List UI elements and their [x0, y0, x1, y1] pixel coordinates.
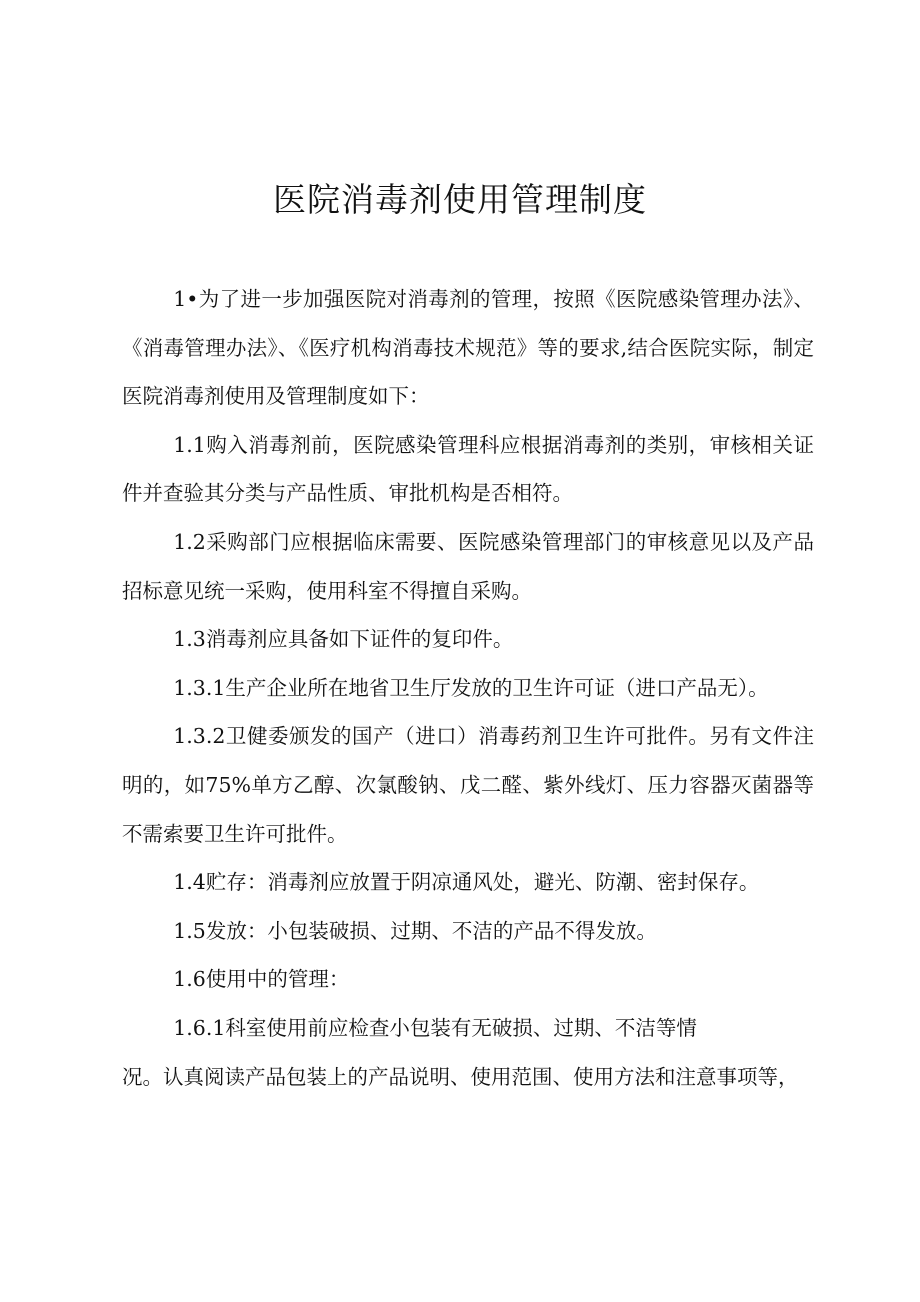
paragraph: 1•为了进一步加强医院对消毒剂的管理，按照《医院感染管理办法》、《消毒管理办法》、《医疗机构消毒技术规范》等的要求,结合医院实际，制定医院消毒剂使用及管理制度如下： [122, 287, 814, 409]
paragraph-continuation: 况。认真阅读产品包装上的产品说明、使用范围、使用方法和注意事项等， [122, 1064, 799, 1089]
paragraph: 1.3.2卫健委颁发的国产（进口）消毒药剂卫生许可批件。另有文件注明的，如75%单方乙醇、次氯酸钠、戊二醛、紫外线灯、压力容器灭菌器等不需索要卫生许可批件。 [122, 724, 814, 846]
paragraph: 1.6使用中的管理： [173, 967, 350, 992]
page-title: 医院消毒剂使用管理制度 [273, 180, 647, 219]
document-body [122, 275, 814, 1101]
paragraph: 1.5发放：小包装破损、过期、不洁的产品不得发放。 [173, 918, 657, 943]
paragraph: 1.1购入消毒剂前，医院感染管理科应根据消毒剂的类别，审核相关证件并查验其分类与产品性质、审批机构是否相符。 [122, 432, 814, 506]
paragraph: 1.3消毒剂应具备如下证件的复印件。 [173, 627, 514, 652]
paragraph: 1.6.1科室使用前应检查小包装有无破损、过期、不洁等情 [173, 1015, 697, 1040]
paragraph: 1.2采购部门应根据临床需要、医院感染管理部门的审核意见以及产品招标意见统一采购，使用科室不得擅自采购。 [122, 529, 814, 603]
paragraph: 1.4贮存：消毒剂应放置于阴凉通风处，避光、防潮、密封保存。 [173, 870, 760, 895]
paragraph: 1.3.1生产企业所在地省卫生厅发放的卫生许可证（进口产品无）。 [173, 675, 769, 700]
